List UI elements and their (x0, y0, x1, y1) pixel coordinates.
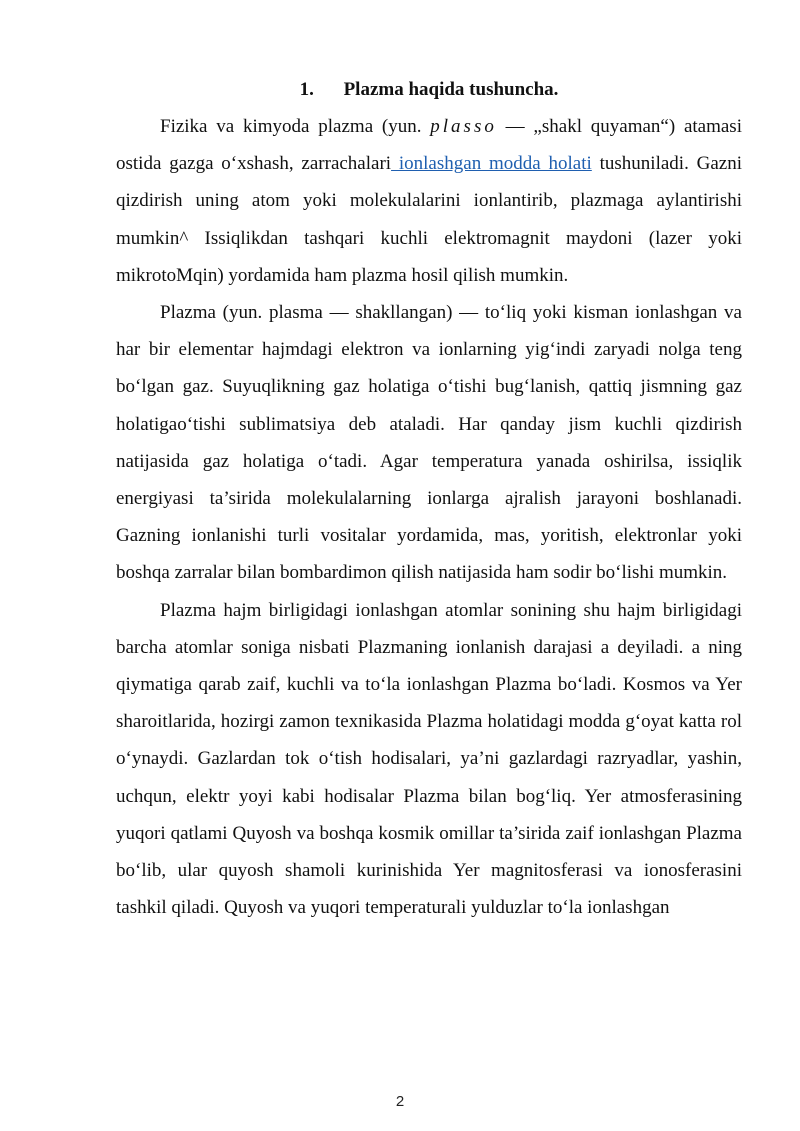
section-heading (116, 76, 742, 104)
greek-term: plasso (430, 116, 497, 137)
paragraph-1 (116, 108, 742, 294)
ionized-matter-link[interactable]: ionlashgan modda holati (391, 153, 592, 175)
section-title: Plazma haqida tushuncha. (343, 79, 559, 100)
paragraph-2: Plazma (yun. plasma — shakllangan) — to‘liq yoki kisman ionlashgan va har bir elementar hajmdagi elektron va ionlarning yig‘indi zaryadi nolga teng bo‘lgan gaz. Suyuqlikning gaz holatiga o‘tishi bug‘lanish, qattiq jismning gaz holatigao‘tishi sublimatsiya deb ataladi. Har qanday jism kuchli qizdirish natijasida gaz holatiga o‘tadi. Agar temperatura yanada oshirilsa, issiqlik energiyasi ta’sirida molekulalarning ionlarga ajralish jarayoni boshlanadi. Gazning ionlanishi turli vositalar yordamida, mas, yoritish, elektronlar yoki boshqa zarralar bilan bombardimon qilish natijasida ham sodir bo‘lishi mumkin. (116, 302, 742, 584)
paragraph-1-text-c: tushuniladi. Gazni qizdirish uning atom yoki molekulalarini ionlantirib, plazmaga aylantirishi mumkin^ Issiqlikdan tashqari kuchli elektromagnit maydoni (lazer yoki mikrotoMqin) yordamida ham plazma hosil qilish mumkin. (116, 153, 742, 286)
paragraph-1-text-a: Fizika va kimyoda plazma (yun. (160, 116, 431, 137)
page-number: 2 (395, 1093, 405, 1110)
paragraph-3: Plazma hajm birligidagi ionlashgan atomlar sonining shu hajm birligidagi barcha atomlar soniga nisbati Plazmaning ionlanish darajasi a deyiladi. a ning qiymatiga qarab zaif, kuchli va to‘la ionlashgan Plazma bo‘ladi. Kosmos va Yer sharoitlarida, hozirgi zamon texnikasida Plazma holatidagi modda g‘oyat katta rol o‘ynaydi. Gazlardan tok o‘tish hodisalari, ya’ni gazlardagi razryadlar, yashin, uchqun, elektr yoyi kabi hodisalar Plazma bilan bog‘liq. Yer atmosferasining yuqori qatlami Quyosh va boshqa kosmik omillar ta’sirida zaif ionlashgan Plazma bo‘lib, ular quyosh shamoli kurinishida Yer magnitosferasi va ionosferasini tashkil qiladi. Quyosh va yuqori temperaturali yulduzlar to‘la ionlashgan (116, 599, 742, 919)
section-number: 1. (299, 79, 314, 100)
paragraph-1-text-b: — „shakl quyaman“) atamasi ostida gazga o‘xshash, zarrachalari (116, 116, 742, 175)
document-page (116, 76, 742, 926)
